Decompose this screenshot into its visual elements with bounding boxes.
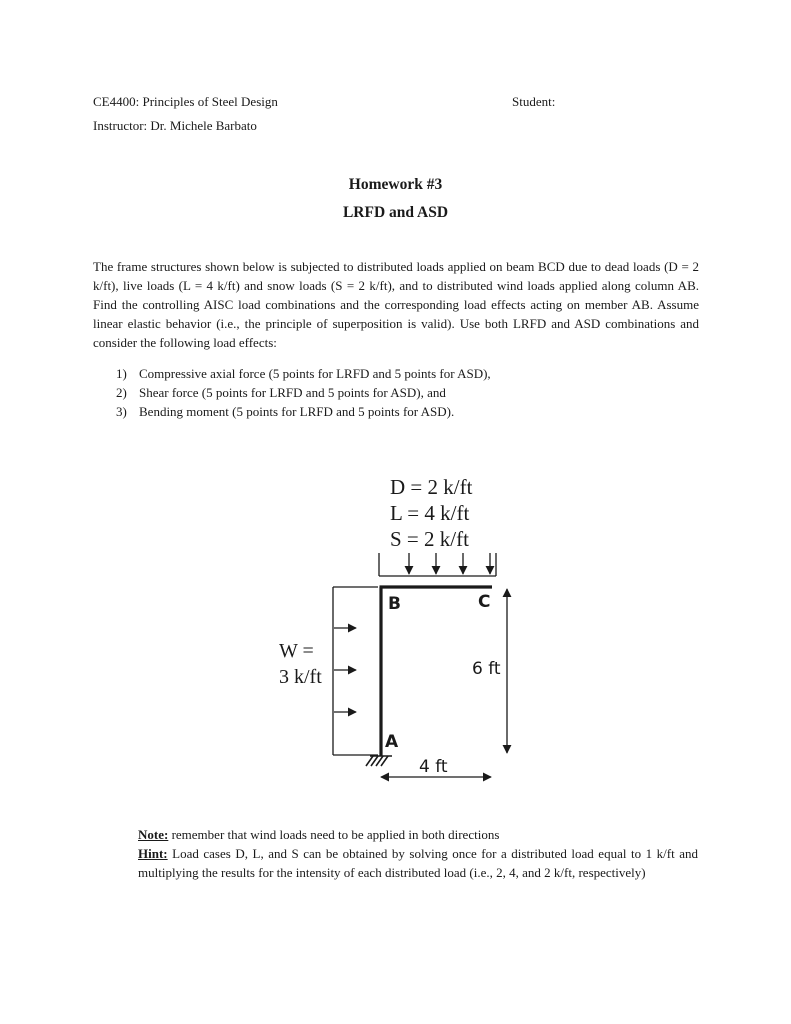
course-name: CE4400: Principles of Steel Design (93, 94, 278, 109)
homework-subtitle: LRFD and ASD (342, 204, 449, 221)
notes-section (138, 825, 698, 882)
hint-line (138, 844, 698, 882)
problem-statement: The frame structures shown below is subjected to distributed loads applied on beam BCD due to dead loads (D = 2 k/ft), live loads (L = 4 k/ft) and snow loads (S = 2 k/ft), and to distributed wind loads applied along column AB. Find the controlling AISC load combinations and the corresponding load effects acting on member AB. Assume linear elastic behavior (i.e., the principle of superposition is valid). Use both LRFD and ASD combinations and consider the following load effects: (93, 259, 699, 350)
homework-title: Homework #3 (348, 176, 443, 193)
wind-load-arrows (333, 587, 378, 755)
width-dimension-label: 4 ft (419, 757, 448, 777)
dead-load-label: D = 2 k/ft (390, 475, 473, 499)
note-label: Note: (138, 827, 169, 842)
list-number: 2) (116, 385, 127, 400)
height-dimension-label: 6 ft (472, 659, 501, 679)
node-b-label: B (388, 594, 401, 614)
hint-label: Hint: (138, 846, 168, 861)
student-label: Student: (512, 94, 556, 109)
snow-load-label: S = 2 k/ft (390, 527, 469, 551)
instructor-name: Instructor: Dr. Michele Barbato (93, 118, 257, 133)
wind-load-label-1: W = (279, 640, 314, 662)
live-load-label: L = 4 k/ft (390, 501, 470, 525)
hint-text: Load cases D, L, and S can be obtained by solving once for a distributed load equal to 1 k/ft and multiplying the results for the intensity of each distributed load (i.e., 2, 4, and 2 k/ft, respectively) (138, 846, 698, 880)
list-text: Compressive axial force (5 points for LRFD and 5 points for ASD), (139, 366, 491, 381)
node-c-label: C (478, 592, 491, 612)
list-text: Shear force (5 points for LRFD and 5 points for ASD), and (139, 385, 446, 400)
list-text: Bending moment (5 points for LRFD and 5 points for ASD). (139, 404, 455, 419)
list-number: 3) (116, 404, 127, 419)
note-text: remember that wind loads need to be applied in both directions (168, 827, 500, 842)
gravity-load-arrows (379, 553, 496, 576)
wind-load-label-2: 3 k/ft (279, 666, 322, 688)
list-number: 1) (116, 366, 127, 381)
fixed-support-icon (366, 756, 392, 766)
node-a-label: A (385, 732, 399, 752)
note-line (138, 825, 698, 844)
